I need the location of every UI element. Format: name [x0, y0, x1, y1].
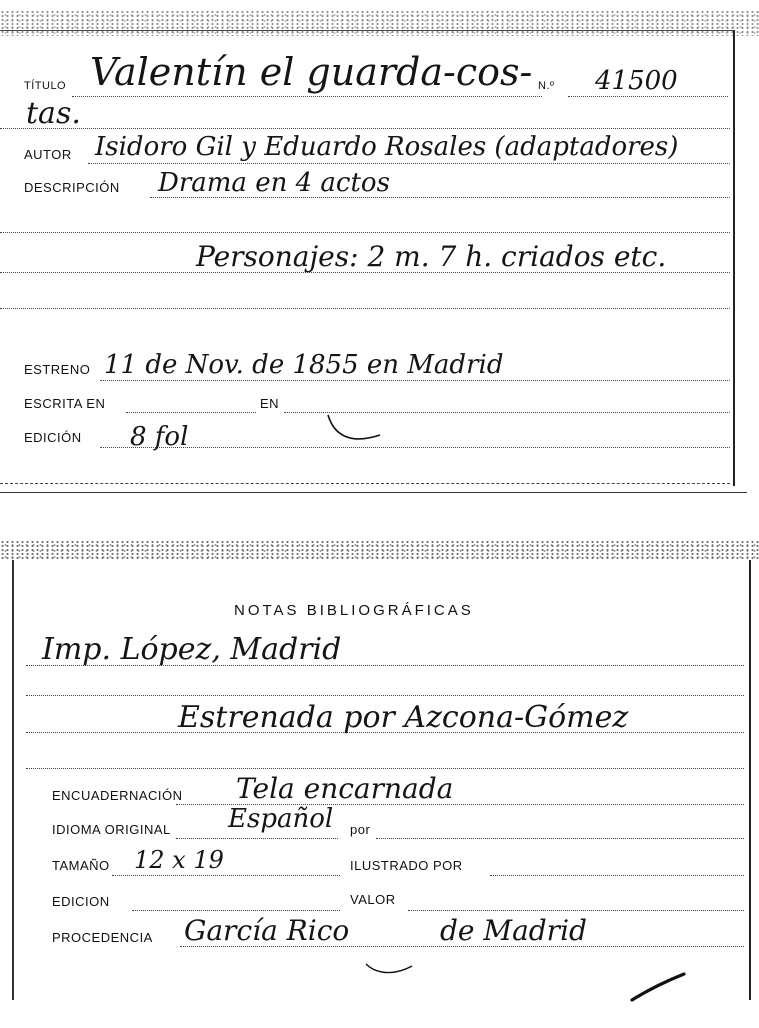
procedencia-value: García Rico	[184, 914, 350, 947]
descripcion-value: Drama en 4 actos	[158, 168, 390, 198]
edicion-rule	[100, 447, 730, 448]
tamano-rule	[112, 875, 340, 876]
por-rule	[376, 838, 744, 839]
ilustrado-label: ILUSTRADO POR	[350, 858, 463, 873]
catalog-card-back	[0, 540, 759, 1028]
notas-heading: NOTAS BIBLIOGRÁFICAS	[234, 602, 474, 619]
note-rule-2	[26, 695, 744, 696]
escrita-rule	[126, 412, 256, 413]
card-divider	[0, 492, 747, 493]
note-line-2: Estrenada por Azcona-Gómez	[178, 700, 629, 735]
edicion-label: EDICION	[52, 894, 110, 909]
numero-label: N.º	[538, 80, 555, 92]
encuadernacion-label: ENCUADERNACIÓN	[52, 788, 183, 803]
idioma-label: IDIOMA ORIGINAL	[52, 822, 171, 837]
numero-rule	[568, 96, 728, 97]
estreno-value: 11 de Nov. de 1855 en Madrid	[104, 350, 504, 380]
blank-rule-1	[0, 232, 730, 233]
titulo-label: TÍTULO	[24, 80, 67, 92]
encuadernacion-value: Tela encarnada	[236, 772, 454, 805]
tamano-label: TAMAÑO	[52, 858, 110, 873]
tamano-value: 12 x 19	[134, 846, 224, 874]
note-line-1: Imp. López, Madrid	[42, 632, 342, 667]
numero-value: 41500	[595, 66, 678, 96]
escrita-label: ESCRITA EN	[24, 396, 106, 411]
procedencia-label: PROCEDENCIA	[52, 930, 153, 945]
por-label: por	[350, 822, 371, 837]
descripcion-label: DESCRIPCIÓN	[24, 180, 120, 195]
titulo-cont-rule	[0, 128, 730, 129]
titulo-value-cont: tas.	[26, 96, 81, 131]
bottom-edge-rule	[0, 483, 730, 484]
personajes-note: Personajes: 2 m. 7 h. criados etc.	[196, 240, 667, 273]
catalog-card-front	[0, 0, 759, 492]
en-label: EN	[260, 396, 280, 411]
pen-stroke-mark	[628, 970, 688, 1005]
idioma-rule	[176, 838, 338, 839]
edicion-rule	[132, 910, 340, 911]
estreno-label: ESTRENO	[24, 362, 91, 377]
autor-value: Isidoro Gil y Eduardo Rosales (adaptadores)	[95, 132, 679, 162]
procedencia-place: de Madrid	[440, 914, 587, 947]
blank-rule-3	[0, 308, 730, 309]
edicion-label: EDICIÓN	[24, 430, 82, 445]
autor-label: AUTOR	[24, 147, 72, 162]
titulo-value: Valentín el guarda-cos-	[90, 50, 533, 94]
valor-rule	[408, 910, 744, 911]
autor-rule	[88, 163, 730, 164]
estreno-rule	[100, 380, 730, 381]
titulo-rule	[72, 96, 542, 97]
pen-stroke-mark	[320, 405, 390, 450]
note-rule-4	[26, 768, 744, 769]
valor-label: VALOR	[350, 892, 396, 907]
ilustrado-rule	[490, 875, 744, 876]
idioma-value: Español	[228, 804, 334, 834]
pen-stroke-mark	[360, 950, 420, 980]
edicion-value: 8 fol	[130, 422, 189, 452]
